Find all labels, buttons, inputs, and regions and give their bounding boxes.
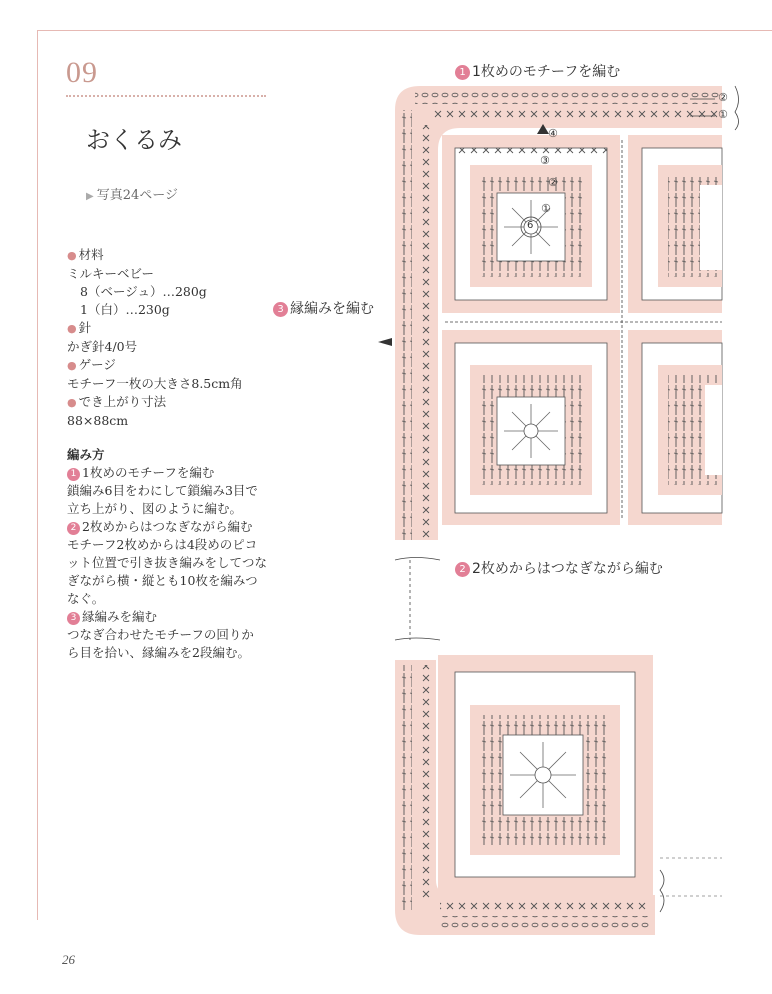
step-2-body-line: モチーフ2枚めからは4段めのピコ: [67, 537, 258, 552]
step-3-body-line: ら目を拾い、縁編みを2段編む。: [67, 645, 250, 660]
step-2-title: 2 2枚めからはつなぎながら編む: [67, 518, 277, 536]
lower-border-col2: [418, 665, 430, 900]
materials-color2: 1（白）…230g: [80, 302, 170, 317]
diagram-label-2: 2 2枚めからはつなぎながら編む: [455, 558, 663, 578]
border-col-left2: [418, 125, 430, 540]
pattern-number: 09: [66, 56, 98, 89]
gauge-heading: ● ゲージ: [67, 357, 116, 372]
row-marker-2: ②: [718, 91, 728, 104]
lower-border-row: [440, 900, 650, 912]
bullet-icon: ●: [67, 359, 77, 372]
step-3-body-line: つなぎ合わせたモチーフの回りか: [67, 627, 254, 642]
round-marker-4: ④: [548, 127, 558, 140]
motif-lower-right: [628, 330, 722, 525]
step-2-body-line: なぐ。: [67, 591, 105, 606]
lower-border-col: [400, 665, 412, 910]
motif-lower-left: [442, 330, 620, 525]
row-marker-1: ①: [718, 108, 728, 121]
diagram-label-1: 1 1枚めのモチーフを編む: [455, 61, 620, 81]
bullet-icon: ●: [67, 322, 77, 335]
diagram-label-3: 3 縁編みを編む: [273, 298, 374, 318]
gauge-value: モチーフ一枚の大きさ8.5cm角: [67, 376, 243, 391]
step-number-badge: 1: [67, 468, 80, 481]
step-number-badge: 3: [67, 612, 80, 625]
round-marker-1: ①: [541, 202, 551, 215]
border-col-left: [400, 110, 412, 540]
lower-border-row2: [440, 916, 650, 928]
step-3-title: 3 縁編みを編む: [67, 608, 277, 626]
round-marker-3: ③: [540, 154, 550, 167]
step-1-title: 1 1枚めのモチーフを編む: [67, 464, 277, 482]
pattern-title: おくるみ: [86, 126, 182, 154]
step-2-body-line: ット位置で引き抜き編みをしてつな: [67, 555, 268, 570]
triangle-icon: ▶: [86, 191, 94, 202]
materials-color1: 8（ベージュ）…280g: [80, 284, 207, 299]
needle-heading: ● 針: [67, 320, 92, 335]
border-row-top: [415, 92, 720, 104]
materials-heading: ● 材料: [67, 247, 104, 262]
size-heading: ● でき上がり寸法: [67, 394, 167, 409]
page-number: 26: [62, 952, 75, 967]
break-line-1: [395, 558, 440, 561]
lower-guides: [660, 858, 722, 896]
photo-reference-text: 写真24ページ: [96, 188, 178, 203]
materials-yarn: ミルキーベビー: [67, 266, 155, 281]
step-1-body-line: 鎖編み6目をわにして鎖編み3目で: [67, 483, 258, 498]
break-mark: [735, 86, 739, 130]
join-arrow: [378, 338, 392, 346]
step-1-body-line: 立ち上がり、図のように編む。: [67, 501, 243, 516]
bullet-icon: ●: [67, 396, 77, 409]
round-marker-2: ②: [548, 176, 558, 189]
howto-heading: 編み方: [67, 447, 105, 462]
motif-upper-right: [628, 135, 722, 313]
needle-value: かぎ針4/0号: [67, 339, 138, 354]
motif-lower-diagram: [438, 655, 653, 895]
center-chain-count: 6: [527, 220, 534, 231]
size-value: 88×88cm: [67, 413, 129, 428]
lower-break-mark: [660, 870, 664, 912]
break-line-2: [395, 638, 440, 640]
step-2-body-line: ぎながら横・縦とも10枚を編みつ: [67, 573, 258, 588]
step-number-badge: 2: [67, 522, 80, 535]
bullet-icon: ●: [67, 249, 77, 262]
border-row-top2: [430, 108, 720, 120]
